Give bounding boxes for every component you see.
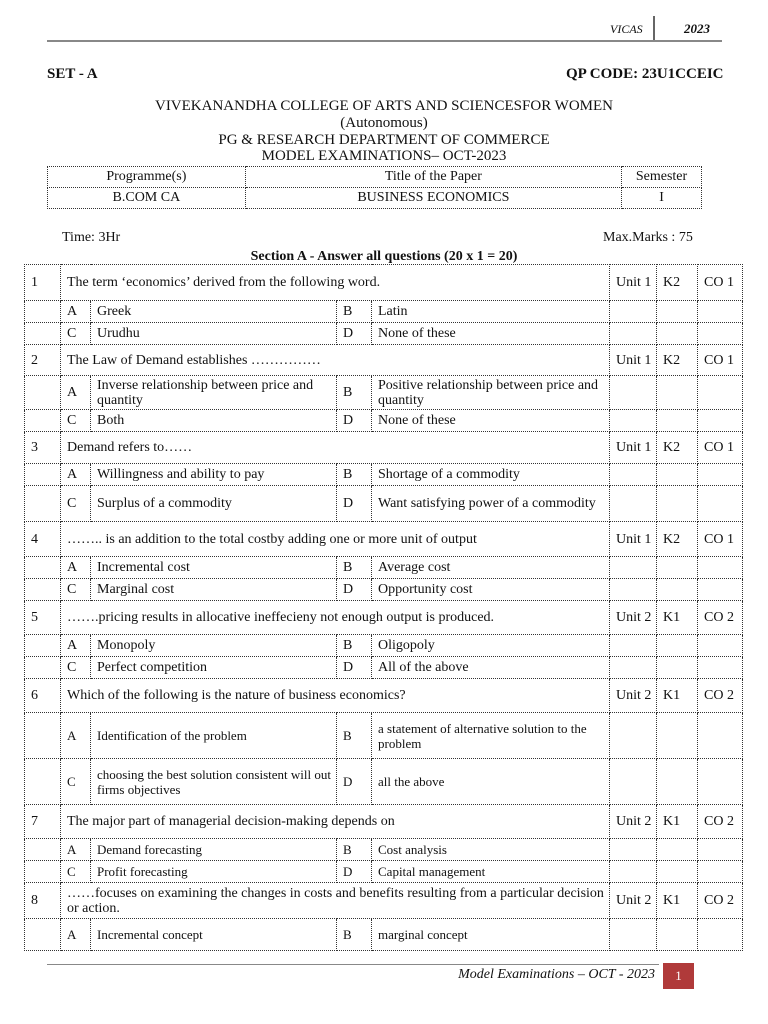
header-year: 2023 <box>684 21 710 36</box>
option-row-spacer <box>25 464 61 486</box>
option-row-blank-cell <box>657 410 698 432</box>
question-course-outcome: CO 2 <box>698 679 743 713</box>
question-number: 5 <box>25 601 61 635</box>
question-text: ……focuses on examining the changes in costs and benefits resulting from a particular decision or action. <box>61 883 610 919</box>
option-text: Perfect competition <box>91 657 337 679</box>
question-number: 7 <box>25 805 61 839</box>
option-text: Incremental cost <box>91 557 337 579</box>
option-letter: B <box>337 713 372 759</box>
question-knowledge-level: K2 <box>657 432 698 464</box>
question-knowledge-level: K1 <box>657 805 698 839</box>
option-text: Inverse relationship between price and quantity <box>91 376 337 410</box>
programme-header-row <box>48 167 702 188</box>
programme-value-row <box>48 188 702 209</box>
question-number: 3 <box>25 432 61 464</box>
option-row-spacer <box>25 579 61 601</box>
question-knowledge-level: K2 <box>657 522 698 557</box>
option-text: all the above <box>372 759 610 805</box>
option-letter: C <box>61 657 91 679</box>
paper-title-value: BUSINESS ECONOMICS <box>245 188 621 209</box>
exam-name: MODEL EXAMINATIONS– OCT-2023 <box>261 148 507 164</box>
question-unit: Unit 1 <box>610 265 657 301</box>
semester-value: I <box>622 188 702 209</box>
question-unit: Unit 1 <box>610 522 657 557</box>
option-row-blank-cell <box>657 657 698 679</box>
option-row-blank-cell <box>657 919 698 951</box>
option-row <box>25 464 743 486</box>
option-row-spacer <box>25 919 61 951</box>
option-letter: B <box>337 464 372 486</box>
option-letter: A <box>61 919 91 951</box>
option-text: Opportunity cost <box>372 579 610 601</box>
option-row-spacer <box>25 557 61 579</box>
option-row-spacer <box>25 486 61 522</box>
option-letter: C <box>61 861 91 883</box>
question-number: 4 <box>25 522 61 557</box>
question-row <box>25 883 743 919</box>
option-row-spacer <box>25 323 61 345</box>
option-row-blank-cell <box>657 486 698 522</box>
option-row-blank-cell <box>610 376 657 410</box>
option-row <box>25 919 743 951</box>
question-unit: Unit 1 <box>610 432 657 464</box>
question-text: …….. is an addition to the total costby adding one or more unit of output <box>61 522 610 557</box>
option-letter: D <box>337 759 372 805</box>
autonomous-label: (Autonomous) <box>340 115 428 131</box>
question-course-outcome: CO 2 <box>698 601 743 635</box>
option-text: Capital management <box>372 861 610 883</box>
programme-table <box>47 166 702 209</box>
option-row <box>25 713 743 759</box>
option-row-spacer <box>25 839 61 861</box>
option-text: choosing the best solution consistent will out firms objectives <box>91 759 337 805</box>
question-row <box>25 679 743 713</box>
option-row-blank-cell <box>610 861 657 883</box>
option-letter: A <box>61 713 91 759</box>
question-number: 6 <box>25 679 61 713</box>
option-row-blank-cell <box>657 557 698 579</box>
option-text: marginal concept <box>372 919 610 951</box>
question-unit: Unit 2 <box>610 883 657 919</box>
option-row-blank-cell <box>610 301 657 323</box>
option-text: Willingness and ability to pay <box>91 464 337 486</box>
question-knowledge-level: K1 <box>657 883 698 919</box>
option-letter: D <box>337 323 372 345</box>
option-row-blank-cell <box>657 759 698 805</box>
option-letter: A <box>61 557 91 579</box>
question-text: The term ‘economics’ derived from the following word. <box>61 265 610 301</box>
option-letter: D <box>337 410 372 432</box>
question-text: The Law of Demand establishes …………… <box>61 345 610 376</box>
programme-header: Programme(s) <box>48 167 246 188</box>
question-row <box>25 601 743 635</box>
question-knowledge-level: K2 <box>657 265 698 301</box>
question-row <box>25 345 743 376</box>
question-knowledge-level: K1 <box>657 601 698 635</box>
option-text: Greek <box>91 301 337 323</box>
questions-table <box>24 264 743 951</box>
option-row-blank-cell <box>610 579 657 601</box>
option-text: Demand forecasting <box>91 839 337 861</box>
option-row-spacer <box>25 713 61 759</box>
option-row-blank-cell <box>610 557 657 579</box>
option-row-blank-cell <box>657 635 698 657</box>
question-row <box>25 805 743 839</box>
option-row-blank-cell <box>698 919 743 951</box>
option-letter: C <box>61 759 91 805</box>
option-text: Marginal cost <box>91 579 337 601</box>
option-row-blank-cell <box>657 839 698 861</box>
option-letter: B <box>337 557 372 579</box>
option-row <box>25 557 743 579</box>
question-course-outcome: CO 1 <box>698 432 743 464</box>
option-letter: D <box>337 579 372 601</box>
header-separator <box>653 16 655 42</box>
option-letter: B <box>337 839 372 861</box>
option-letter: C <box>61 579 91 601</box>
option-row-blank-cell <box>610 713 657 759</box>
programme-value: B.COM CA <box>48 188 246 209</box>
option-row-blank-cell <box>698 839 743 861</box>
option-row-blank-cell <box>610 486 657 522</box>
option-text: Incremental concept <box>91 919 337 951</box>
question-unit: Unit 2 <box>610 679 657 713</box>
option-row-blank-cell <box>610 410 657 432</box>
option-text: Monopoly <box>91 635 337 657</box>
option-row-blank-cell <box>610 759 657 805</box>
option-row <box>25 861 743 883</box>
option-row-blank-cell <box>698 635 743 657</box>
option-row-spacer <box>25 759 61 805</box>
option-text: Latin <box>372 301 610 323</box>
option-letter: D <box>337 861 372 883</box>
option-text: Average cost <box>372 557 610 579</box>
option-row <box>25 301 743 323</box>
qp-code: QP CODE: 23U1CCEIC <box>566 66 724 82</box>
section-heading: Section A - Answer all questions (20 x 1 = 20) <box>250 249 518 264</box>
question-course-outcome: CO 2 <box>698 883 743 919</box>
option-letter: A <box>61 301 91 323</box>
question-text: Demand refers to…… <box>61 432 610 464</box>
option-row-blank-cell <box>610 464 657 486</box>
option-letter: B <box>337 919 372 951</box>
question-row <box>25 432 743 464</box>
option-text: Urudhu <box>91 323 337 345</box>
option-row-blank-cell <box>698 464 743 486</box>
question-course-outcome: CO 1 <box>698 345 743 376</box>
question-knowledge-level: K1 <box>657 679 698 713</box>
page-number: 1 <box>663 963 694 989</box>
option-row-blank-cell <box>698 579 743 601</box>
option-row <box>25 376 743 410</box>
option-row-blank-cell <box>610 657 657 679</box>
option-text: All of the above <box>372 657 610 679</box>
option-row <box>25 486 743 522</box>
option-letter: A <box>61 464 91 486</box>
option-row-blank-cell <box>657 301 698 323</box>
option-row <box>25 323 743 345</box>
option-text: Surplus of a commodity <box>91 486 337 522</box>
option-letter: B <box>337 635 372 657</box>
option-row-spacer <box>25 301 61 323</box>
option-text: None of these <box>372 323 610 345</box>
option-row-blank-cell <box>698 486 743 522</box>
option-letter: B <box>337 301 372 323</box>
option-text: Both <box>91 410 337 432</box>
option-row-blank-cell <box>657 579 698 601</box>
question-text: Which of the following is the nature of business economics? <box>61 679 610 713</box>
question-course-outcome: CO 2 <box>698 805 743 839</box>
option-text: Oligopoly <box>372 635 610 657</box>
option-text: Identification of the problem <box>91 713 337 759</box>
question-text: …….pricing results in allocative ineffecieny not enough output is produced. <box>61 601 610 635</box>
option-row-blank-cell <box>657 861 698 883</box>
option-row-blank-cell <box>657 464 698 486</box>
option-row-blank-cell <box>698 557 743 579</box>
max-marks: Max.Marks : 75 <box>603 230 693 245</box>
option-row-blank-cell <box>698 861 743 883</box>
semester-header: Semester <box>622 167 702 188</box>
option-row-blank-cell <box>610 919 657 951</box>
option-row-blank-cell <box>698 323 743 345</box>
option-row-blank-cell <box>698 713 743 759</box>
question-number: 2 <box>25 345 61 376</box>
option-row-blank-cell <box>698 657 743 679</box>
question-course-outcome: CO 1 <box>698 522 743 557</box>
footer-text: Model Examinations – OCT - 2023 <box>458 967 655 982</box>
option-row <box>25 410 743 432</box>
question-text: The major part of managerial decision-making depends on <box>61 805 610 839</box>
option-row <box>25 759 743 805</box>
question-course-outcome: CO 1 <box>698 265 743 301</box>
footer-rule <box>47 964 659 965</box>
question-row <box>25 265 743 301</box>
option-row-blank-cell <box>698 759 743 805</box>
header-rule <box>47 40 722 42</box>
option-row <box>25 657 743 679</box>
option-row-spacer <box>25 657 61 679</box>
time-label: Time: 3Hr <box>62 230 121 245</box>
option-letter: A <box>61 635 91 657</box>
option-row-blank-cell <box>698 301 743 323</box>
option-letter: D <box>337 486 372 522</box>
option-row-blank-cell <box>657 713 698 759</box>
option-row-spacer <box>25 376 61 410</box>
option-row <box>25 635 743 657</box>
option-row-blank-cell <box>657 376 698 410</box>
question-unit: Unit 2 <box>610 805 657 839</box>
option-text: Cost analysis <box>372 839 610 861</box>
option-letter: C <box>61 323 91 345</box>
option-text: a statement of alternative solution to the problem <box>372 713 610 759</box>
question-number: 8 <box>25 883 61 919</box>
question-row <box>25 522 743 557</box>
department-name: PG & RESEARCH DEPARTMENT OF COMMERCE <box>218 132 550 148</box>
set-label: SET - A <box>47 66 98 82</box>
option-text: Positive relationship between price and quantity <box>372 376 610 410</box>
option-row-blank-cell <box>610 323 657 345</box>
option-letter: A <box>61 376 91 410</box>
option-row-spacer <box>25 635 61 657</box>
option-text: None of these <box>372 410 610 432</box>
question-knowledge-level: K2 <box>657 345 698 376</box>
option-letter: A <box>61 839 91 861</box>
option-row-blank-cell <box>698 376 743 410</box>
question-unit: Unit 2 <box>610 601 657 635</box>
paper-title-header: Title of the Paper <box>245 167 621 188</box>
header-org: VICAS <box>610 22 643 36</box>
question-number: 1 <box>25 265 61 301</box>
option-row-blank-cell <box>657 323 698 345</box>
option-letter: D <box>337 657 372 679</box>
option-row-spacer <box>25 861 61 883</box>
option-row-blank-cell <box>698 410 743 432</box>
option-row <box>25 839 743 861</box>
option-row-blank-cell <box>610 839 657 861</box>
question-unit: Unit 1 <box>610 345 657 376</box>
option-letter: B <box>337 376 372 410</box>
option-letter: C <box>61 410 91 432</box>
college-name: VIVEKANANDHA COLLEGE OF ARTS AND SCIENCESFOR WOMEN <box>154 98 613 114</box>
option-letter: C <box>61 486 91 522</box>
option-text: Profit forecasting <box>91 861 337 883</box>
option-text: Want satisfying power of a commodity <box>372 486 610 522</box>
option-row-blank-cell <box>610 635 657 657</box>
option-row <box>25 579 743 601</box>
option-row-spacer <box>25 410 61 432</box>
option-text: Shortage of a commodity <box>372 464 610 486</box>
